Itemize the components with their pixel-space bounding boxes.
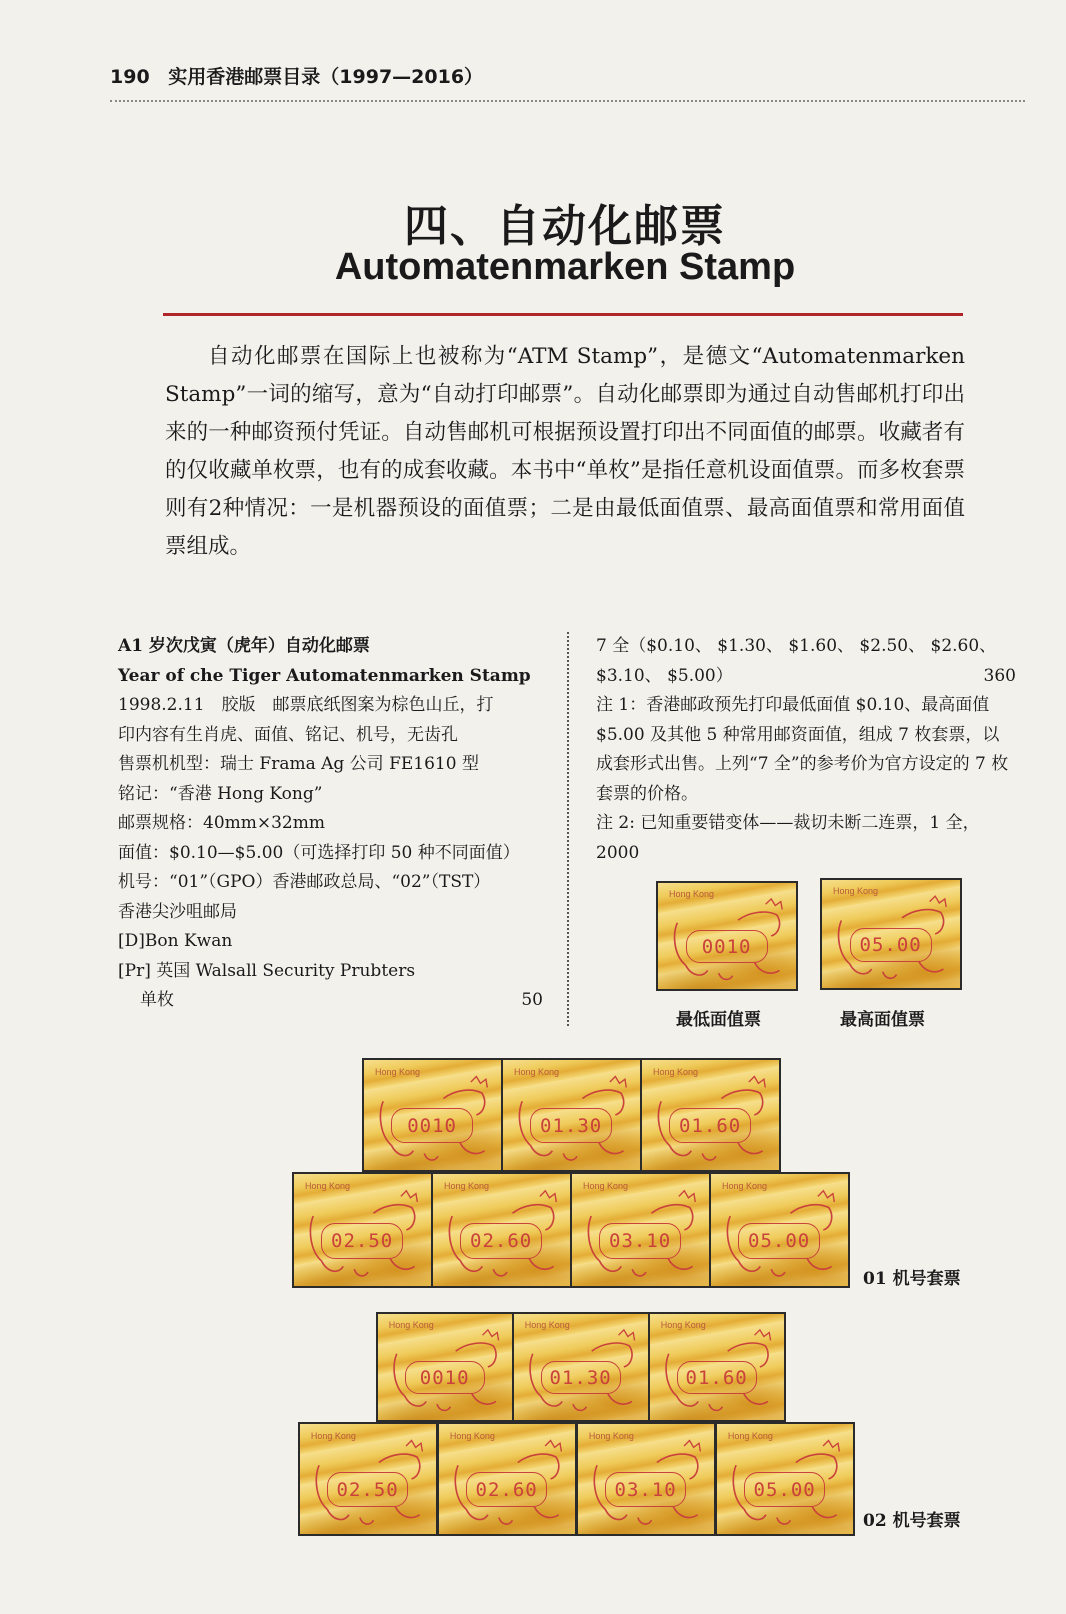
stamp-set01-item xyxy=(709,1172,850,1288)
stamp-set01-item xyxy=(501,1058,642,1172)
note-1: 注 1：香港邮政预先打印最低面值 $0.10、最高面值 $5.00 及其他 5 种常用邮资面值，组成 7 枚套票，以成套形式出售。上列“7 全”的参考价为官方设定的 7 枚套票的价格。 xyxy=(596,695,1009,804)
stamp-inscription: Hong Kong xyxy=(652,1066,698,1077)
stamp-value: 0010 xyxy=(391,1108,472,1143)
stamp-set02-item xyxy=(715,1422,855,1536)
header-divider xyxy=(110,100,1025,102)
single-label: 单枚 xyxy=(140,990,174,1010)
item-detail: 印内容有生肖虎、面值、铭记、机号，无齿孔 xyxy=(118,724,458,745)
section-title-en: Automatenmarken Stamp xyxy=(334,246,796,288)
stamp-value: 0010 xyxy=(686,930,768,964)
item-detail: 铭记：“香港 Hong Kong” xyxy=(118,783,323,804)
stamp-value: 03.10 xyxy=(605,1472,686,1507)
caption-lowest: 最低面值票 xyxy=(676,1010,761,1030)
section-title-cn: 四、自动化邮票 xyxy=(404,201,726,252)
stamp-inscription: Hong Kong xyxy=(443,1180,489,1191)
stamp-inscription: Hong Kong xyxy=(449,1430,495,1441)
set-price: 360 xyxy=(983,665,1016,686)
running-header xyxy=(110,62,1025,89)
stamp-inscription: Hong Kong xyxy=(304,1180,350,1191)
item-detail: 香港尖沙咀邮局 xyxy=(118,901,237,922)
item-detail: 面值：$0.10—$5.00（可选择打印 50 种不同面值） xyxy=(118,842,520,863)
stamp-value: 02.50 xyxy=(327,1472,408,1507)
stamp-inscription: Hong Kong xyxy=(833,886,879,897)
title-underline xyxy=(163,313,963,316)
caption-highest: 最高面值票 xyxy=(840,1010,925,1030)
stamp-value: 0010 xyxy=(405,1361,485,1395)
book-title: 实用香港邮票目录（1997—2016） xyxy=(168,66,484,88)
caption-set-02: 02 机号套票 xyxy=(863,1511,961,1531)
stamp-inscription: Hong Kong xyxy=(310,1430,356,1441)
item-english-title: Year of che Tiger Automatenmarken Stamp xyxy=(118,665,531,686)
stamp-value: 02.50 xyxy=(321,1223,402,1259)
note-2-price: 2000 xyxy=(596,842,640,863)
set-entry xyxy=(596,632,1016,868)
item-detail: 1998.2.11 胶版 邮票底纸图案为棕色山丘，打 xyxy=(118,695,494,715)
stamp-value: 05.00 xyxy=(738,1223,819,1259)
stamp-inscription: Hong Kong xyxy=(524,1320,570,1331)
stamp-set02-item xyxy=(512,1312,650,1422)
single-price: 50 xyxy=(521,990,543,1010)
single-price-row xyxy=(118,986,543,1016)
stamp-value: 01.30 xyxy=(541,1361,621,1395)
stamp-value: 05.00 xyxy=(850,928,932,962)
stamp-set01-item xyxy=(362,1058,503,1172)
item-code-title: A1 岁次戊寅（虎年）自动化邮票 xyxy=(118,636,370,656)
stamp-inscription: Hong Kong xyxy=(669,889,715,900)
stamp-value: 01.60 xyxy=(677,1361,757,1395)
note-2: 注 2: 已知重要错变体——裁切未断二连票，1 全， xyxy=(596,813,980,833)
stamp-inscription: Hong Kong xyxy=(374,1066,420,1077)
item-detail: 邮票规格：40mm×32mm xyxy=(118,813,325,833)
stamp-set01-item xyxy=(570,1172,711,1288)
stamp-set02-item xyxy=(376,1312,514,1422)
stamp-inscription: Hong Kong xyxy=(513,1066,559,1077)
stamp-set02-item xyxy=(648,1312,786,1422)
column-divider xyxy=(567,632,569,1026)
stamp-set01-item xyxy=(431,1172,572,1288)
stamp-inscription: Hong Kong xyxy=(582,1180,628,1191)
set-price-row xyxy=(596,662,1016,692)
stamp-lowest-value xyxy=(656,881,798,991)
stamp-inscription: Hong Kong xyxy=(388,1320,434,1331)
stamp-inscription: Hong Kong xyxy=(660,1320,706,1331)
stamp-set01-item xyxy=(640,1058,781,1172)
intro-paragraph xyxy=(165,338,965,566)
page-number: 190 xyxy=(110,66,150,88)
item-detail: [Pr] 英国 Walsall Security Prubters xyxy=(118,960,416,981)
intro-text: 自动化邮票在国际上也被称为“ATM Stamp”，是德文“Automatenmarken Stamp”一词的缩写，意为“自动打印邮票”。自动化邮票即为通过自动售邮机打印出来的一种邮资预付凭证。自动售邮机可根据预设置打印出不同面值的邮票。收藏者有的仅收藏单枚票，也有的成套收藏。本书中“单枚”是指任意机设面值票。而多枚套票则有2种情况：一是机器预设的面值票；二是由最低面值票、最高面值票和常用面值票组成。 xyxy=(165,344,965,559)
stamp-value: 02.60 xyxy=(466,1472,547,1507)
stamp-value: 03.10 xyxy=(599,1223,680,1259)
stamp-highest-value xyxy=(820,878,962,990)
stamp-value: 02.60 xyxy=(460,1223,541,1259)
stamp-set02-item xyxy=(576,1422,716,1536)
stamp-value: 05.00 xyxy=(744,1472,825,1507)
stamp-inscription: Hong Kong xyxy=(721,1180,767,1191)
item-detail: [D]Bon Kwan xyxy=(118,931,233,951)
stamp-set02-item xyxy=(437,1422,577,1536)
stamp-set02-item xyxy=(298,1422,438,1536)
stamp-value: 01.60 xyxy=(669,1108,750,1143)
item-detail: 售票机机型：瑞士 Frama Ag 公司 FE1610 型 xyxy=(118,754,479,774)
item-entry xyxy=(118,632,543,1016)
stamp-value: 01.30 xyxy=(530,1108,611,1143)
stamp-inscription: Hong Kong xyxy=(727,1430,773,1441)
item-detail: 机号：“01”（GPO）香港邮政总局、“02”（TST） xyxy=(118,872,491,892)
set-values-line: $3.10、 $5.00） xyxy=(596,665,733,686)
stamp-set01-item xyxy=(292,1172,433,1288)
caption-set-01: 01 机号套票 xyxy=(863,1269,961,1289)
stamp-inscription: Hong Kong xyxy=(588,1430,634,1441)
set-values-line: 7 全（$0.10、 $1.30、 $1.60、 $2.50、 $2.60、 xyxy=(596,636,997,656)
